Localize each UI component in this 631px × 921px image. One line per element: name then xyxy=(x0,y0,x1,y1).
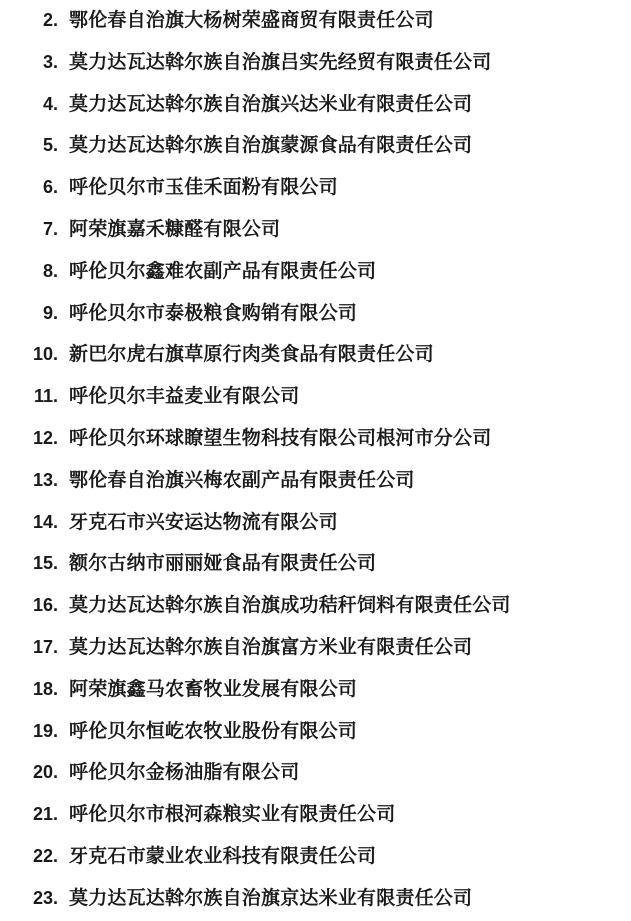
list-item xyxy=(18,84,613,126)
list-item-label: 新巴尔虎右旗草原行肉类食品有限责任公司 xyxy=(69,344,434,366)
list-item xyxy=(18,585,613,627)
list-item-number: 17. xyxy=(32,636,58,657)
list-item xyxy=(18,42,613,84)
list-item-number: 7. xyxy=(42,218,58,239)
list-item xyxy=(18,878,613,920)
list-item-number: 6. xyxy=(42,177,58,198)
list-item-label: 莫力达瓦达斡尔族自治旗兴达米业有限责任公司 xyxy=(69,93,473,115)
list-item xyxy=(18,627,613,669)
list-item-number: 14. xyxy=(32,511,58,532)
list-item xyxy=(18,794,613,836)
list-item-number: 8. xyxy=(42,260,58,281)
list-item xyxy=(18,125,613,167)
list-item-number: 12. xyxy=(32,427,58,448)
list-item-label: 阿荣旗鑫马农畜牧业发展有限公司 xyxy=(69,678,358,700)
list-item-label: 呼伦贝尔市根河森粮实业有限责任公司 xyxy=(69,804,396,826)
list-item-number: 23. xyxy=(32,887,58,908)
list-item-number: 3. xyxy=(42,51,58,72)
company-list xyxy=(18,0,613,920)
list-item-number: 15. xyxy=(32,553,58,574)
list-item xyxy=(18,334,613,376)
list-item-number: 9. xyxy=(42,302,58,323)
list-item-label: 莫力达瓦达斡尔族自治旗吕实先经贸有限责任公司 xyxy=(69,51,492,73)
list-item-label: 鄂伦春自治旗兴梅农副产品有限责任公司 xyxy=(69,469,415,491)
list-item-label: 呼伦贝尔丰益麦业有限公司 xyxy=(69,386,300,408)
list-item-label: 牙克石市兴安运达物流有限公司 xyxy=(69,511,338,533)
list-item-number: 2. xyxy=(42,10,58,30)
list-item-number: 4. xyxy=(42,93,58,114)
list-item-number: 19. xyxy=(32,720,58,741)
list-item-label: 莫力达瓦达斡尔族自治旗蒙源食品有限责任公司 xyxy=(69,135,473,157)
list-item xyxy=(18,711,613,753)
list-item-label: 额尔古纳市丽丽娅食品有限责任公司 xyxy=(69,553,377,575)
list-item xyxy=(18,752,613,794)
list-item xyxy=(18,209,613,251)
list-item-label: 莫力达瓦达斡尔族自治旗富方米业有限责任公司 xyxy=(69,636,473,658)
list-item xyxy=(18,502,613,544)
list-item-label: 阿荣旗嘉禾糠醛有限公司 xyxy=(69,218,281,240)
list-item-number: 20. xyxy=(32,762,58,783)
list-item-label: 呼伦贝尔鑫难农副产品有限责任公司 xyxy=(69,260,377,282)
list-item xyxy=(18,0,613,42)
list-item-label: 牙克石市蒙业农业科技有限责任公司 xyxy=(69,845,377,867)
list-item-label: 呼伦贝尔环球瞭望生物科技有限公司根河市分公司 xyxy=(69,427,492,449)
list-item-label: 呼伦贝尔金杨油脂有限公司 xyxy=(69,762,300,784)
list-item xyxy=(18,460,613,502)
list-item xyxy=(18,669,613,711)
list-item-label: 呼伦贝尔市泰极粮食购销有限公司 xyxy=(69,302,358,324)
list-item-label: 呼伦贝尔恒屹农牧业股份有限公司 xyxy=(69,720,358,742)
list-item xyxy=(18,293,613,335)
list-item-number: 21. xyxy=(32,804,58,825)
list-item-number: 5. xyxy=(42,135,58,156)
list-item-number: 18. xyxy=(32,678,58,699)
list-item xyxy=(18,167,613,209)
list-item-number: 11. xyxy=(33,386,58,407)
list-item-number: 10. xyxy=(32,344,58,365)
list-item-label: 鄂伦春自治旗大杨树荣盛商贸有限责任公司 xyxy=(69,10,434,31)
list-item-label: 莫力达瓦达斡尔族自治旗成功秸秆饲料有限责任公司 xyxy=(69,595,511,617)
list-item xyxy=(18,251,613,293)
list-item xyxy=(18,543,613,585)
list-item-number: 13. xyxy=(32,469,58,490)
list-item xyxy=(18,836,613,878)
list-item-number: 16. xyxy=(32,595,58,616)
list-item xyxy=(18,418,613,460)
list-item-label: 呼伦贝尔市玉佳禾面粉有限公司 xyxy=(69,177,338,199)
list-item-number: 22. xyxy=(32,845,58,866)
list-item-label: 莫力达瓦达斡尔族自治旗京达米业有限责任公司 xyxy=(69,887,473,909)
list-item xyxy=(18,376,613,418)
